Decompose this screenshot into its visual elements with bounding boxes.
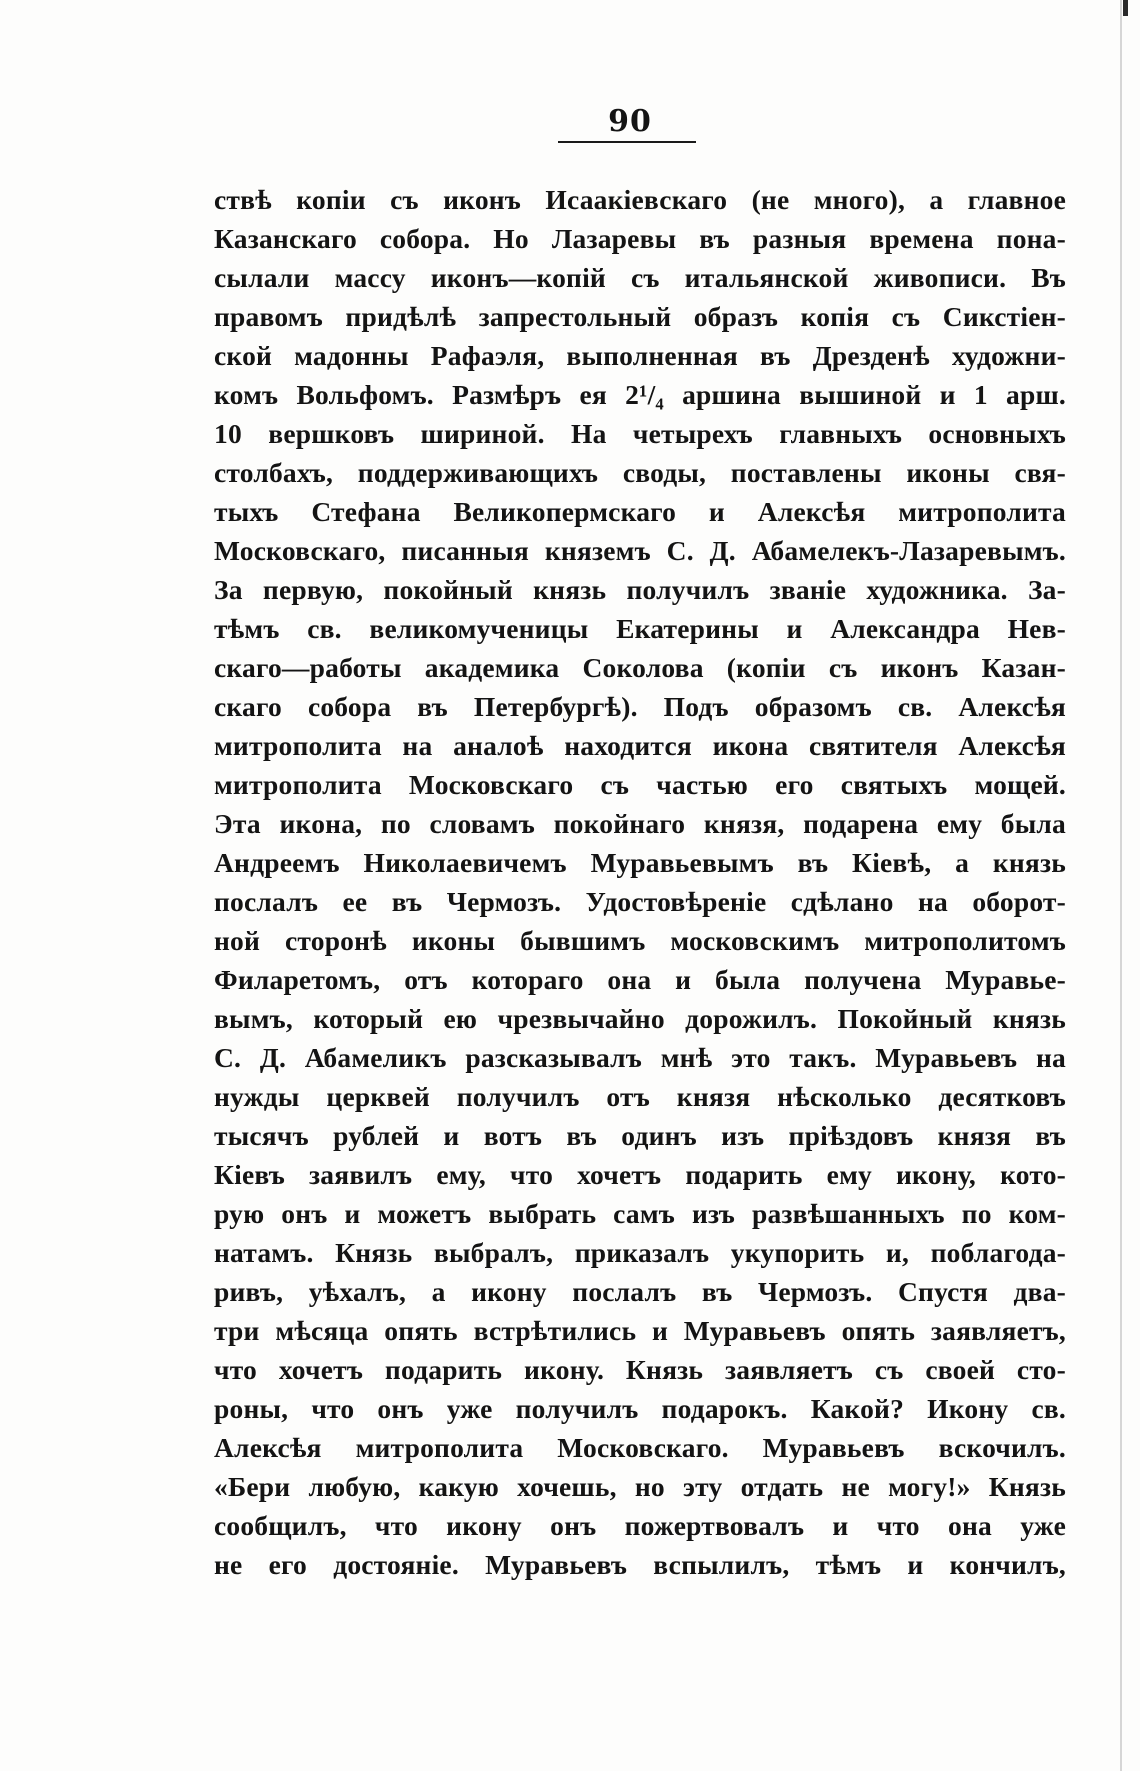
text-line: рую онъ и можетъ выбрать самъ изъ развѣшанныхъ по ком- <box>214 1198 1066 1229</box>
text-line: За первую, покойный князь получилъ званіе художника. За- <box>214 574 1066 605</box>
text-line: вымъ, который ею чрезвычайно дорожилъ. Покойный князь <box>214 1003 1066 1034</box>
text-line: митрополита Московскаго съ частью его святыхъ мощей. <box>214 769 1066 800</box>
scan-edge-line <box>1120 0 1122 1771</box>
text-line: С. Д. Абамеликъ разсказывалъ мнѣ это такъ. Муравьевъ на <box>214 1042 1066 1073</box>
text-line: натамъ. Князь выбралъ, приказалъ укупорить и, поблагода- <box>214 1237 1066 1268</box>
text-line: что хочетъ подарить икону. Князь заявляетъ съ своей сто- <box>214 1354 1066 1385</box>
text-line: не его достояніе. Муравьевъ вспылилъ, тѣмъ и кончилъ, <box>214 1549 1066 1580</box>
text-line: сообщилъ, что икону онъ пожертвовалъ и что она уже <box>214 1510 1066 1541</box>
text-line: тыхъ Стефана Великопермскаго и Алексѣя митрополита <box>214 496 1066 527</box>
text-line: комъ Вольфомъ. Размѣръ ея 2¹/₄ аршина вышиной и 1 арш. <box>214 379 1066 410</box>
text-line: ривъ, уѣхалъ, а икону послалъ въ Чермозъ. Спустя два- <box>214 1276 1066 1307</box>
scan-edge-mark <box>1123 0 1128 16</box>
text-line: Андреемъ Николаевичемъ Муравьевымъ въ Кіевѣ, а князь <box>214 847 1066 878</box>
text-line: три мѣсяца опять встрѣтились и Муравьевъ опять заявляетъ, <box>214 1315 1066 1346</box>
text-line: «Бери любую, какую хочешь, но эту отдать не могу!» Князь <box>214 1471 1066 1502</box>
text-line: тѣмъ св. великомученицы Екатерины и Александра Нев- <box>214 613 1066 644</box>
text-line: Московскаго, писанныя княземъ С. Д. Абамелекъ-Лазаревымъ. <box>214 535 1066 566</box>
text-line: скаго—работы академика Соколова (копіи съ иконъ Казан- <box>214 652 1066 683</box>
text-line: сылали массу иконъ—копій съ итальянской живописи. Въ <box>214 262 1066 293</box>
text-line: Алексѣя митрополита Московскаго. Муравьевъ вскочилъ. <box>214 1432 1066 1463</box>
text-line: Казанскаго собора. Но Лазаревы въ разныя времена пона- <box>214 223 1066 254</box>
text-line: роны, что онъ уже получилъ подарокъ. Какой? Икону св. <box>214 1393 1066 1424</box>
text-line: Кіевъ заявилъ ему, что хочетъ подарить ему икону, кото- <box>214 1159 1066 1190</box>
text-line: Эта икона, по словамъ покойнаго князя, подарена ему была <box>214 808 1066 839</box>
body-text <box>214 180 1066 1584</box>
page-number: 90 <box>608 104 652 139</box>
text-line: ной сторонѣ иконы бывшимъ московскимъ митрополитомъ <box>214 925 1066 956</box>
text-line: правомъ придѣлѣ запрестольный образъ копія съ Сикстіен- <box>214 301 1066 332</box>
text-line: послалъ ее въ Чермозъ. Удостовѣреніе сдѣлано на оборот- <box>214 886 1066 917</box>
text-line: Филаретомъ, отъ котораго она и была получена Муравье- <box>214 964 1066 995</box>
text-line: ской мадонны Рафаэля, выполненная въ Дрезденѣ художни- <box>214 340 1066 371</box>
text-line: ствѣ копіи съ иконъ Исаакіевскаго (не много), а главное <box>214 184 1066 215</box>
page-number-rule <box>558 141 696 143</box>
text-line: митрополита на аналоѣ находится икона святителя Алексѣя <box>214 730 1066 761</box>
text-line: скаго собора въ Петербургѣ). Подъ образомъ св. Алексѣя <box>214 691 1066 722</box>
text-line: 10 вершковъ шириной. На четырехъ главныхъ основныхъ <box>214 418 1066 449</box>
text-line: нужды церквей получилъ отъ князя нѣсколько десятковъ <box>214 1081 1066 1112</box>
text-line: столбахъ, поддерживающихъ своды, поставлены иконы свя- <box>214 457 1066 488</box>
text-line: тысячъ рублей и вотъ въ одинъ изъ пріѣздовъ князя въ <box>214 1120 1066 1151</box>
